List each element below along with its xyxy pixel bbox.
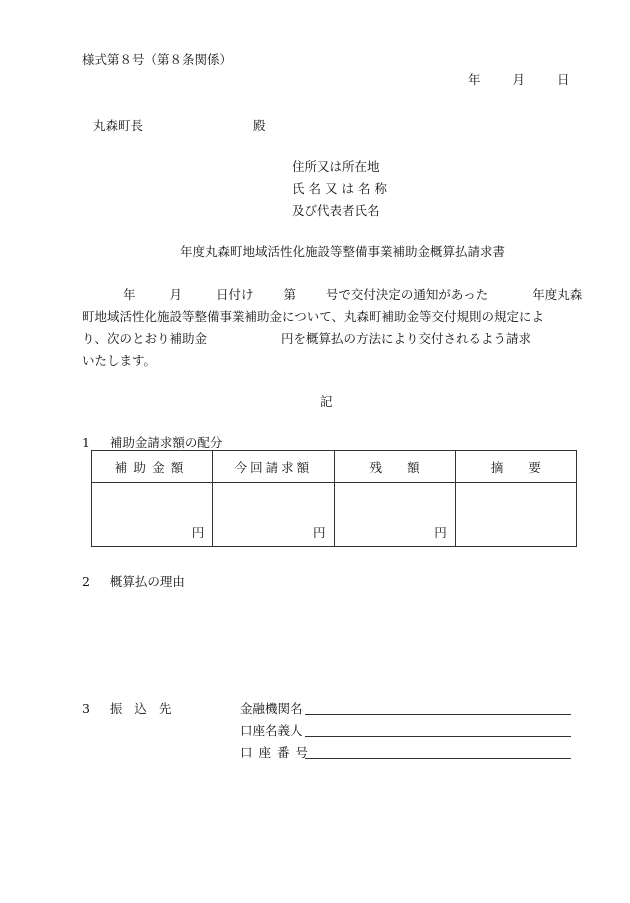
- section-2-number: 2: [82, 574, 90, 589]
- allocation-table: [91, 450, 577, 547]
- recipient-honorific: 殿: [253, 118, 266, 133]
- section-2-title: 概算払の理由: [109, 574, 185, 589]
- bank-name-line[interactable]: [305, 714, 571, 715]
- cell-remaining[interactable]: [334, 483, 455, 547]
- body-month: 月: [169, 287, 182, 302]
- date-month-label: 月: [512, 72, 525, 87]
- date-line: [468, 70, 569, 88]
- cell-remarks[interactable]: [455, 483, 576, 547]
- table-header-row: [92, 451, 577, 483]
- section-3-title: 振込先: [109, 701, 184, 716]
- body-dai: 第: [283, 287, 296, 302]
- page-title: 年度丸森町地域活性化施設等整備事業補助金概算払請求書: [180, 244, 506, 259]
- body-notice: 号で交付決定の通知があった: [325, 287, 489, 302]
- date-year-label: 年: [468, 72, 481, 87]
- body-line-3a: り、次のとおり補助金: [82, 331, 208, 346]
- body-line-4: いたします。: [82, 353, 157, 368]
- account-holder-label: 口座名義人: [240, 723, 303, 738]
- cell-current-request[interactable]: [213, 483, 334, 547]
- section-1-title: 補助金請求額の配分: [109, 435, 223, 450]
- section-3-number: 3: [82, 701, 90, 716]
- body-dated: 日付け: [215, 287, 254, 302]
- form-number: 様式第８号（第８条関係）: [82, 52, 233, 67]
- body-line-1: [82, 285, 582, 303]
- section-1-number: 1: [82, 435, 90, 450]
- yen-unit: 円: [312, 525, 326, 540]
- applicant-name-label: 氏名又は名称: [292, 181, 392, 196]
- header-remaining: 残 額: [334, 451, 455, 483]
- header-current-request: 今回請求額: [213, 451, 334, 483]
- body-fy: 年度丸森: [532, 287, 583, 302]
- header-subsidy-amount: 補助金額: [92, 451, 213, 483]
- account-holder-line[interactable]: [305, 736, 571, 737]
- recipient-name: 丸森町長: [93, 118, 144, 133]
- account-number-label: 口座番号: [240, 745, 315, 760]
- applicant-address-label: 住所又は所在地: [292, 159, 380, 174]
- body-line-2: 町地域活性化施設等整備事業補助金について、丸森町補助金等交付規則の規定によ: [82, 309, 545, 324]
- section-1-heading: [82, 433, 222, 451]
- bank-name-label: 金融機関名: [240, 701, 303, 716]
- yen-unit: 円: [191, 525, 205, 540]
- section-2-heading: [82, 572, 185, 590]
- body-line-3b: 円を概算払の方法により交付されるよう請求: [280, 331, 531, 346]
- header-remarks: 摘 要: [455, 451, 576, 483]
- cell-subsidy-amount[interactable]: [92, 483, 213, 547]
- date-day-label: 日: [556, 72, 570, 87]
- account-number-line[interactable]: [305, 758, 571, 759]
- applicant-rep-label: 及び代表者氏名: [292, 203, 380, 218]
- body-line-3: [82, 329, 531, 347]
- table-row: [92, 483, 577, 547]
- body-year: 年: [122, 287, 136, 302]
- yen-unit: 円: [434, 525, 447, 540]
- section-3-heading: [82, 699, 183, 717]
- ki-heading: 記: [320, 394, 333, 409]
